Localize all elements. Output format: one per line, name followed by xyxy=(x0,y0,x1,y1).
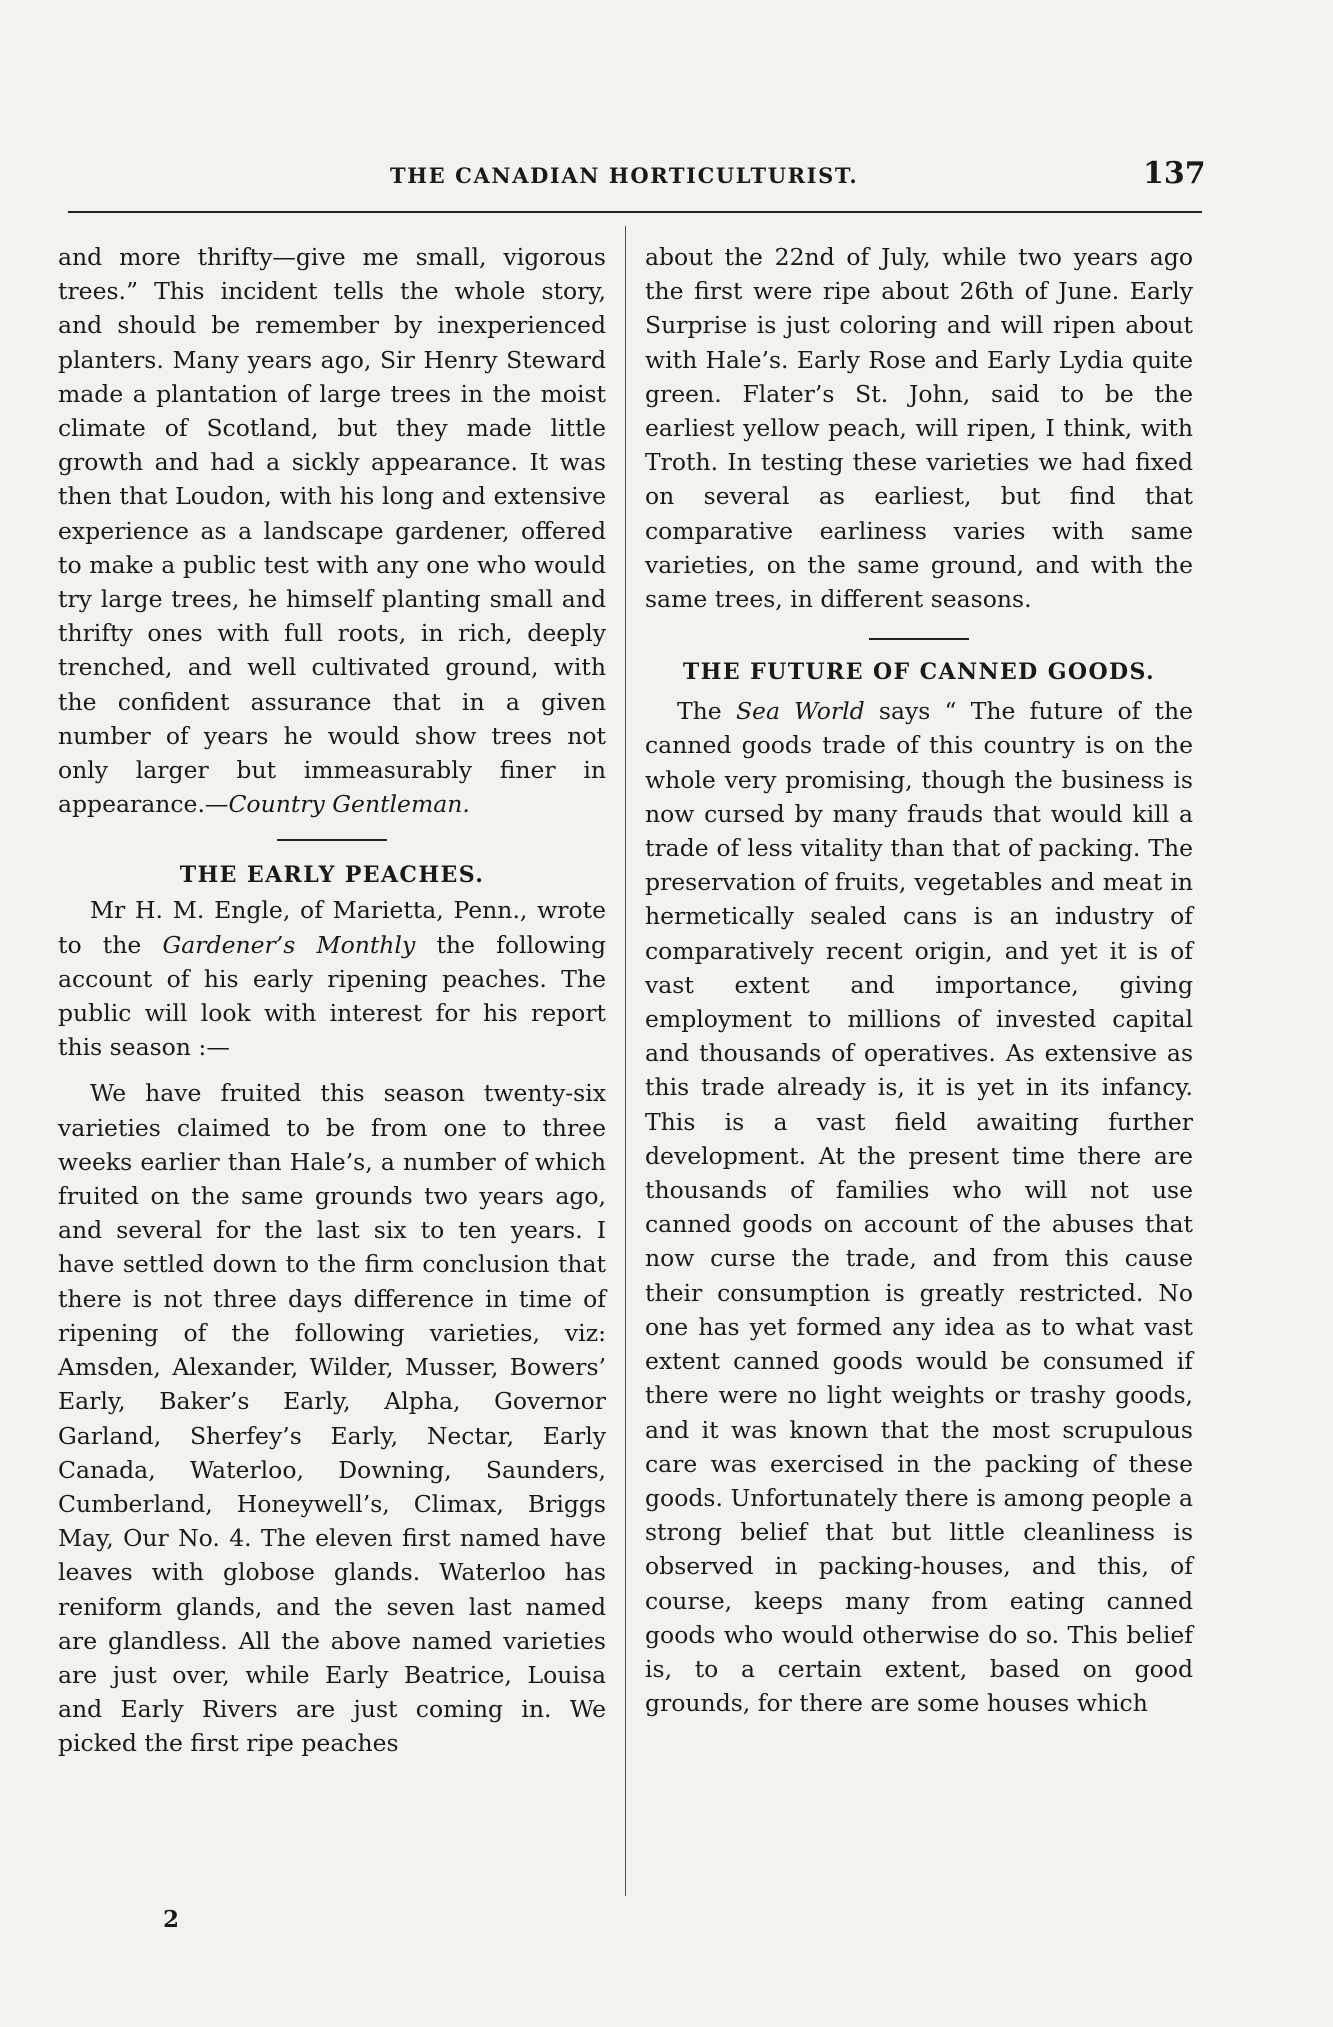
canned-source-title: Sea World xyxy=(735,697,865,726)
canned-text-b: says “ The future of the canned goods trade of this country is on the whole very promising, though the business is now cursed by many frauds that would kill a trade of less vitality than that of packing. The preservation of fruits, vegetables and meat in hermetically sealed cans is an industry of comparatively recent origin, and yet it is of vast extent and importance, giving employment to millions of invested capital and thousands of operatives. As extensive as this trade already is, it is yet in its infancy. This is a vast field awaiting further development. At the present time there are thousands of families who will not use canned goods on account of the abuses that now curse the trade, and from this cause their consumption is greatly restricted. No one has yet formed any idea as to what vast extent canned goods would be consumed if there were no light weights or trashy goods, and it was known that the most scrupulous care was exercised in the packing of these goods. Unfortunately there is among people a strong belief that but little cleanliness is observed in packing-houses, and this, of course, keeps many from eating canned goods who would otherwise do so. This belief is, to a certain extent, based on good grounds, for there are some houses which xyxy=(645,697,1193,1718)
right-continuation-paragraph: about the 22nd of July, while two years ago the first were ripe about 26th of June. Early Surprise is just coloring and will ripen about with Hale’s. Early Rose and Early Lydia quite green. Flater’s St. John, said to be the earliest yellow peach, will ripen, I think, with Troth. In testing these varieties we had fixed on several as earliest, but find that comparative earliness varies with same varieties, on the same ground, and with the same trees, in different seasons. xyxy=(645,243,1193,614)
section-title-canned-goods: THE FUTURE OF CANNED GOODS. xyxy=(682,659,1156,686)
intro-journal-title: Gardener’s Monthly xyxy=(162,930,416,959)
header-rule xyxy=(68,211,1202,213)
column-divider xyxy=(625,226,626,1896)
intro-text-b: the following account of his early ripening peaches. The public will look with interest for his report this season :— xyxy=(58,930,606,1062)
signature-mark: 2 xyxy=(163,1906,180,1933)
canned-text-a: The xyxy=(677,697,736,726)
left-continuation-paragraph xyxy=(58,240,606,821)
left-column xyxy=(58,240,606,1761)
early-peaches-body: We have fruited this season twenty-six varieties claimed to be from one to three weeks earlier than Hale’s, a number of which fruited on the same grounds two years ago, and several for the last six to ten years. I have settled down to the firm conclusion that there is not three days difference in time of ripening of the following varieties, viz: Amsden, Alexander, Wilder, Musser, Bowers’ Early, Baker’s Early, Alpha, Governor Garland, Sherfey’s Early, Nectar, Early Canada, Waterloo, Downing, Saunders, Cumberland, Honeywell’s, Climax, Briggs May, Our No. 4. The eleven first named have leaves with globose glands. Waterloo has reniform glands, and the seven last named are glandless. All the above named varieties are just over, while Early Beatrice, Louisa and Early Rivers are just coming in. We picked the first ripe peaches xyxy=(58,1079,606,1758)
early-peaches-intro xyxy=(58,893,606,1064)
section-separator-rule xyxy=(869,638,969,640)
section-title-early-peaches: THE EARLY PEACHES. xyxy=(179,862,485,889)
canned-goods-body xyxy=(645,694,1193,1720)
intro-text-a: Mr H. M. Engle, of Marietta, Penn., wrote to the xyxy=(58,896,606,959)
right-column xyxy=(645,240,1193,1720)
section-separator-rule xyxy=(277,839,387,841)
running-title: THE CANADIAN HORTICULTURIST. xyxy=(390,163,859,188)
left-continuation-source: Country Gentleman. xyxy=(228,790,470,819)
page-number: 137 xyxy=(1143,156,1206,191)
left-continuation-text: and more thrifty—give me small, vigorous trees.” This incident tells the whole story, and should be remember by inexperienced planters. Many years ago, Sir Henry Steward made a plantation of large trees in the moist climate of Scotland, but they made little growth and had a sickly appearance. It was then that Loudon, with his long and extensive experience as a landscape gardener, offered to make a public test with any one who would try large trees, he himself planting small and thrifty ones with full roots, in rich, deeply trenched, and well cultivated ground, with the confident assurance that in a given number of years he would show trees not only larger but immeasurably finer in appearance.— xyxy=(58,243,606,819)
paragraph-gap xyxy=(58,1064,606,1076)
